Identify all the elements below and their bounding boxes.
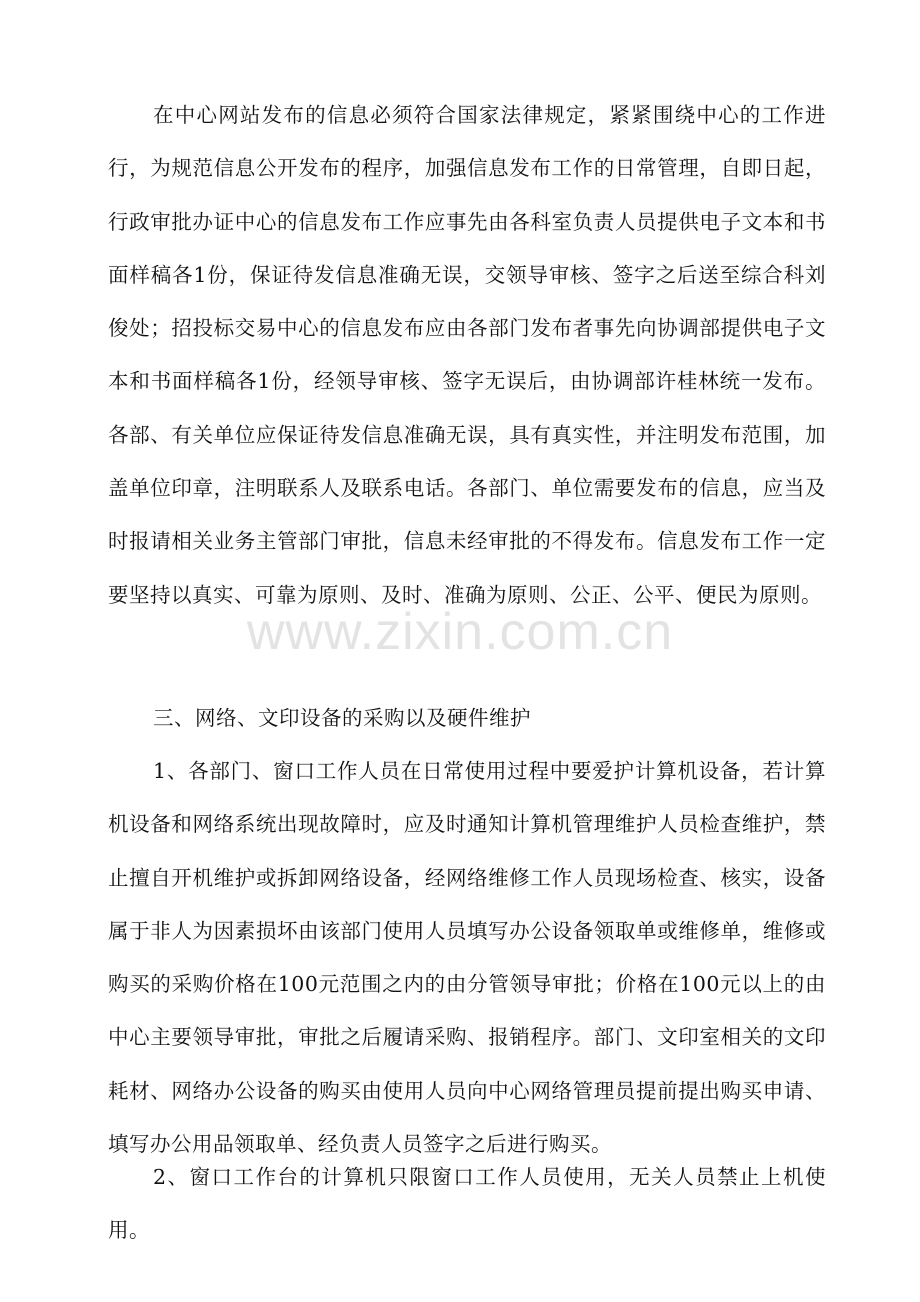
- section-heading: 三、网络、文印设备的采购以及硬件维护: [153, 706, 531, 730]
- body-paragraph-computer-usage: 2、窗口工作台的计算机只限窗口工作人员使用，无关人员禁止上机使用。: [108, 1165, 826, 1243]
- body-paragraph-information-release: 在中心网站发布的信息必须符合国家法律规定，紧紧围绕中心的工作进行，为规范信息公开发布的程序，加强信息发布工作的日常管理，自即日起，行政审批办证中心的信息发布工作应事先由各科室负责人员提供电子文本和书面样稿各1份，保证待发信息准确无误，交领导审核、签字之后送至综合科刘俊处；招投标交易中心的信息发布应由各部门发布者事先向协调部提供电子文本和书面样稿各1份，经领导审核、签字无误后，由协调部许桂林统一发布。各部、有关单位应保证待发信息准确无误，具有真实性，并注明发布范围，加盖单位印章，注明联系人及联系电话。各部门、单位需要发布的信息，应当及时报请相关业务主管部门审批，信息未经审批的不得发布。信息发布工作一定要坚持以真实、可靠为原则、及时、准确为原则、公正、公平、便民为原则。: [108, 103, 826, 607]
- watermark: www.zixin.com.cn: [246, 603, 674, 661]
- body-paragraph-equipment-maintenance: 1、各部门、窗口工作人员在日常使用过程中要爱护计算机设备，若计算机设备和网络系统出现故障时，应及时通知计算机管理维护人员检查维护，禁止擅自开机维护或拆卸网络设备，经网络维修工作人员现场检查、核实，设备属于非人为因素损坏由该部门使用人员填写办公设备领取单或维修单，维修或购买的采购价格在100元范围之内的由分管领导审批；价格在100元以上的由中心主要领导审批，审批之后履请采购、报销程序。部门、文印室相关的文印耗材、网络办公设备的购买由使用人员向中心网络管理员提前提出购买申请、填写办公用品领取单、经负责人员签字之后进行购买。: [108, 759, 826, 1157]
